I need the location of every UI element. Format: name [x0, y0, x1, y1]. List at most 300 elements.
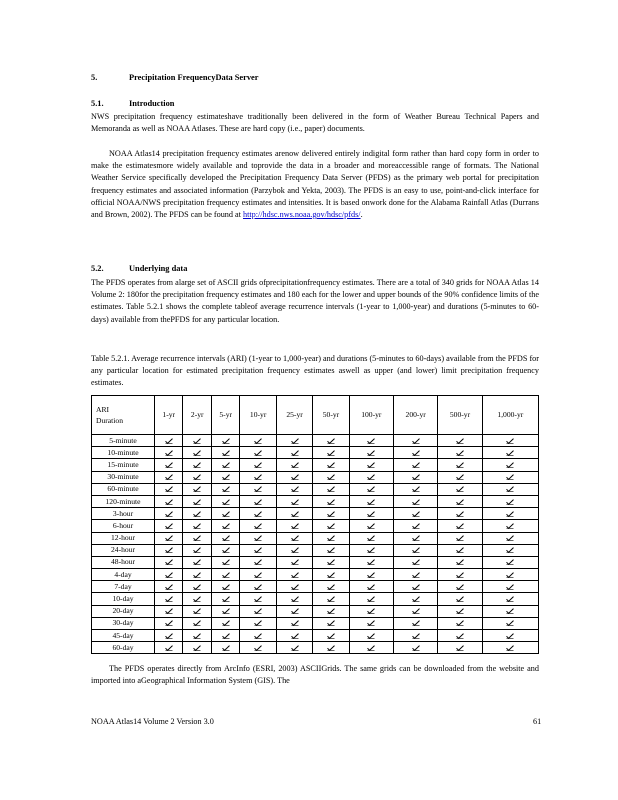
table-cell: [155, 495, 183, 507]
table-cell: [183, 508, 211, 520]
corner-duration-label: Duration: [96, 416, 123, 425]
checkmark-icon: [165, 633, 173, 639]
table-cell: [349, 581, 393, 593]
checkmark-icon: [254, 584, 262, 590]
table-cell: [240, 483, 276, 495]
section-5-1-heading: [91, 99, 174, 108]
section-5-2-heading: [91, 264, 187, 273]
checkmark-icon: [291, 584, 299, 590]
corner-header: [92, 396, 155, 435]
checkmark-icon: [327, 596, 335, 602]
checkmark-icon: [506, 486, 514, 492]
table-cell: [276, 532, 312, 544]
table-cell: [482, 556, 538, 568]
table-cell: [349, 520, 393, 532]
table-cell: [438, 642, 482, 654]
table-row: [92, 520, 539, 532]
checkmark-icon: [165, 547, 173, 553]
table-cell: [394, 508, 438, 520]
table-cell: [240, 569, 276, 581]
table-row: [92, 544, 539, 556]
table-row: [92, 593, 539, 605]
table-cell: [349, 447, 393, 459]
table-cell: [438, 520, 482, 532]
duration-label: 60-minute: [92, 483, 155, 495]
section-number: 5.2.: [91, 264, 104, 273]
table-cell: [482, 508, 538, 520]
checkmark-icon: [412, 523, 420, 529]
table-cell: [482, 630, 538, 642]
duration-label: 12-hour: [92, 532, 155, 544]
table-cell: [482, 532, 538, 544]
table-cell: [313, 520, 349, 532]
column-header: 1-yr: [155, 396, 183, 435]
table-body: [92, 435, 539, 654]
checkmark-icon: [327, 474, 335, 480]
table-cell: [183, 581, 211, 593]
checkmark-icon: [222, 499, 230, 505]
checkmark-icon: [506, 438, 514, 444]
checkmark-icon: [165, 438, 173, 444]
table-cell: [211, 544, 239, 556]
table-cell: [313, 459, 349, 471]
checkmark-icon: [367, 572, 375, 578]
checkmark-icon: [222, 523, 230, 529]
checkmark-icon: [222, 633, 230, 639]
checkmark-icon: [327, 572, 335, 578]
checkmark-icon: [456, 572, 464, 578]
checkmark-icon: [506, 499, 514, 505]
table-cell: [276, 642, 312, 654]
table-cell: [155, 483, 183, 495]
checkmark-icon: [367, 474, 375, 480]
checkmark-icon: [193, 450, 201, 456]
checkmark-icon: [412, 462, 420, 468]
table-cell: [183, 532, 211, 544]
closing-paragraph: [91, 663, 539, 687]
column-header: 2-yr: [183, 396, 211, 435]
table-cell: [276, 569, 312, 581]
duration-label: 120-minute: [92, 495, 155, 507]
table-cell: [313, 630, 349, 642]
table-cell: [276, 495, 312, 507]
checkmark-icon: [456, 584, 464, 590]
table-cell: [240, 617, 276, 629]
page-number: 61: [533, 717, 542, 726]
table-row: [92, 459, 539, 471]
checkmark-icon: [412, 645, 420, 651]
table-cell: [183, 605, 211, 617]
table-cell: [155, 593, 183, 605]
table-cell: [276, 483, 312, 495]
table-cell: [349, 630, 393, 642]
table-cell: [211, 630, 239, 642]
table-cell: [276, 435, 312, 447]
table-cell: [240, 642, 276, 654]
table-cell: [155, 617, 183, 629]
checkmark-icon: [193, 645, 201, 651]
checkmark-icon: [193, 474, 201, 480]
table-cell: [240, 544, 276, 556]
column-header: 100-yr: [349, 396, 393, 435]
table-cell: [211, 435, 239, 447]
table-cell: [313, 532, 349, 544]
table-cell: [349, 483, 393, 495]
section-number: 5.: [91, 73, 98, 82]
checkmark-icon: [412, 596, 420, 602]
checkmark-icon: [456, 535, 464, 541]
table-cell: [211, 642, 239, 654]
checkmark-icon: [506, 462, 514, 468]
checkmark-icon: [412, 474, 420, 480]
checkmark-icon: [456, 462, 464, 468]
checkmark-icon: [412, 572, 420, 578]
checkmark-icon: [291, 462, 299, 468]
intro-paragraph-1: NWS precipitation frequency estimateshave traditionally been delivered in the form of Weather Bureau Technical Papers and Memoranda as well as NOAA Atlases. These are hard copy (i.e., paper) documents.: [91, 112, 539, 134]
table-cell: [438, 544, 482, 556]
table-cell: [240, 593, 276, 605]
checkmark-icon: [222, 645, 230, 651]
checkmark-icon: [291, 572, 299, 578]
checkmark-icon: [291, 450, 299, 456]
checkmark-icon: [327, 547, 335, 553]
table-cell: [240, 447, 276, 459]
table-row: [92, 642, 539, 654]
table-cell: [394, 569, 438, 581]
table-cell: [276, 508, 312, 520]
table-cell: [240, 630, 276, 642]
checkmark-icon: [367, 596, 375, 602]
table-cell: [276, 630, 312, 642]
checkmark-icon: [327, 535, 335, 541]
checkmark-icon: [165, 511, 173, 517]
duration-label: 3-hour: [92, 508, 155, 520]
checkmark-icon: [506, 645, 514, 651]
table-cell: [276, 520, 312, 532]
checkmark-icon: [456, 499, 464, 505]
table-cell: [276, 617, 312, 629]
table-cell: [349, 435, 393, 447]
table-cell: [482, 569, 538, 581]
table-cell: [438, 435, 482, 447]
checkmark-icon: [222, 596, 230, 602]
table-cell: [276, 459, 312, 471]
checkmark-icon: [291, 559, 299, 565]
table-cell: [240, 459, 276, 471]
checkmark-icon: [412, 620, 420, 626]
checkmark-icon: [165, 535, 173, 541]
checkmark-icon: [456, 633, 464, 639]
checkmark-icon: [291, 608, 299, 614]
checkmark-icon: [291, 645, 299, 651]
table-cell: [394, 593, 438, 605]
checkmark-icon: [327, 620, 335, 626]
checkmark-icon: [412, 450, 420, 456]
checkmark-icon: [254, 523, 262, 529]
table-cell: [482, 544, 538, 556]
checkmark-icon: [367, 559, 375, 565]
underlying-data-paragraph: The PFDS operates from alarge set of ASCII grids ofprecipitationfrequency estimates. There are a total of 340 grids for NOAA Atlas 14 Volume 2: 180for the precipitation frequency estimates and 180 each for the lower and upper bounds of the 90% confidence limits of the estimates. Table 5.2.1 shows the complete tableof average recurrence intervals (1-year to 1,000-year) and durations (5-minutes to 60-days) available from thePFDS for any particular location.: [91, 278, 539, 324]
table-cell: [394, 483, 438, 495]
intro-paragraph-2-text: NOAA Atlas14 precipitation frequency estimates arenow delivered entirely indigital form rather than hard copy form in order to make the estimatesmore widely available and toprovide the data in a broader and moreaccessible range of formats. The National Weather Service specifically developed the Precipitation Frequency Data Server (PFDS) as the primary web portal for precipitation frequency estimates and associated information (Parzybok and Yekta, 2003). The PFDS is an easy to use, point-and-click interface for official NOAA/NWS precipitation frequency estimates and intensities. It is based onwork done for the Alabama Rainfall Atlas (Durrans and Brown, 2002). The PFDS can be found at: [91, 149, 539, 220]
checkmark-icon: [506, 620, 514, 626]
table-cell: [155, 532, 183, 544]
table-cell: [276, 605, 312, 617]
column-header: 50-yr: [313, 396, 349, 435]
checkmark-icon: [254, 620, 262, 626]
checkmark-icon: [254, 645, 262, 651]
table-cell: [394, 556, 438, 568]
checkmark-icon: [254, 535, 262, 541]
table-cell: [349, 605, 393, 617]
table-cell: [438, 581, 482, 593]
checkmark-icon: [222, 620, 230, 626]
checkmark-icon: [254, 559, 262, 565]
table-cell: [438, 508, 482, 520]
corner-ari-label: ARI: [96, 405, 110, 414]
table-cell: [482, 605, 538, 617]
table-cell: [155, 556, 183, 568]
checkmark-icon: [412, 511, 420, 517]
checkmark-icon: [222, 572, 230, 578]
checkmark-icon: [456, 547, 464, 553]
table-cell: [155, 581, 183, 593]
checkmark-icon: [254, 462, 262, 468]
checkmark-icon: [165, 645, 173, 651]
checkmark-icon: [456, 596, 464, 602]
table-row: [92, 435, 539, 447]
checkmark-icon: [506, 559, 514, 565]
duration-label: 45-day: [92, 630, 155, 642]
table-row: [92, 617, 539, 629]
checkmark-icon: [222, 608, 230, 614]
checkmark-icon: [193, 608, 201, 614]
checkmark-icon: [412, 608, 420, 614]
table-cell: [183, 459, 211, 471]
table-cell: [349, 593, 393, 605]
table-cell: [482, 581, 538, 593]
table-cell: [349, 642, 393, 654]
table-cell: [276, 593, 312, 605]
checkmark-icon: [291, 535, 299, 541]
table-cell: [438, 447, 482, 459]
column-header: 200-yr: [394, 396, 438, 435]
section-title: Precipitation FrequencyData Server: [129, 73, 259, 82]
section-title: Underlying data: [129, 264, 188, 273]
table-cell: [211, 459, 239, 471]
table-cell: [155, 435, 183, 447]
table-cell: [482, 617, 538, 629]
checkmark-icon: [291, 633, 299, 639]
checkmark-icon: [367, 462, 375, 468]
column-header: 500-yr: [438, 396, 482, 435]
checkmark-icon: [193, 535, 201, 541]
table-cell: [211, 508, 239, 520]
table-cell: [211, 605, 239, 617]
table-cell: [313, 447, 349, 459]
table-cell: [394, 495, 438, 507]
table-cell: [183, 447, 211, 459]
table-cell: [438, 617, 482, 629]
checkmark-icon: [456, 620, 464, 626]
checkmark-icon: [222, 547, 230, 553]
table-cell: [394, 642, 438, 654]
checkmark-icon: [222, 559, 230, 565]
table-cell: [313, 483, 349, 495]
duration-label: 7-day: [92, 581, 155, 593]
checkmark-icon: [412, 633, 420, 639]
table-header-row: [92, 396, 539, 435]
checkmark-icon: [327, 523, 335, 529]
table-cell: [155, 520, 183, 532]
checkmark-icon: [291, 523, 299, 529]
checkmark-icon: [165, 584, 173, 590]
table-cell: [394, 617, 438, 629]
pfds-link[interactable]: http://hdsc.nws.noaa.gov/hdsc/pfds/: [242, 210, 361, 220]
checkmark-icon: [456, 474, 464, 480]
checkmark-icon: [456, 523, 464, 529]
checkmark-icon: [506, 608, 514, 614]
table-cell: [438, 471, 482, 483]
table-cell: [482, 642, 538, 654]
table-cell: [155, 630, 183, 642]
section-number: 5.1.: [91, 99, 104, 108]
checkmark-icon: [456, 438, 464, 444]
table-cell: [438, 459, 482, 471]
table-cell: [349, 508, 393, 520]
table-row: [92, 569, 539, 581]
table-cell: [211, 569, 239, 581]
checkmark-icon: [222, 535, 230, 541]
table-cell: [394, 605, 438, 617]
table-cell: [276, 471, 312, 483]
checkmark-icon: [291, 596, 299, 602]
table-cell: [482, 495, 538, 507]
checkmark-icon: [506, 511, 514, 517]
table-cell: [394, 544, 438, 556]
checkmark-icon: [193, 633, 201, 639]
table-cell: [155, 544, 183, 556]
table-cell: [211, 471, 239, 483]
checkmark-icon: [367, 523, 375, 529]
table-cell: [349, 569, 393, 581]
checkmark-icon: [291, 499, 299, 505]
table-cell: [240, 532, 276, 544]
table-cell: [438, 630, 482, 642]
table-cell: [482, 435, 538, 447]
table-cell: [313, 435, 349, 447]
table-cell: [183, 642, 211, 654]
checkmark-icon: [412, 486, 420, 492]
checkmark-icon: [165, 523, 173, 529]
table-cell: [155, 642, 183, 654]
checkmark-icon: [254, 486, 262, 492]
checkmark-icon: [327, 633, 335, 639]
checkmark-icon: [254, 511, 262, 517]
table-cell: [183, 630, 211, 642]
table-row: [92, 630, 539, 642]
table-cell: [394, 630, 438, 642]
table-cell: [276, 544, 312, 556]
table-cell: [349, 495, 393, 507]
checkmark-icon: [254, 499, 262, 505]
table-cell: [211, 520, 239, 532]
duration-label: 48-hour: [92, 556, 155, 568]
table-cell: [183, 471, 211, 483]
column-header: 10-yr: [240, 396, 276, 435]
checkmark-icon: [327, 486, 335, 492]
checkmark-icon: [193, 572, 201, 578]
checkmark-icon: [412, 535, 420, 541]
table-cell: [313, 495, 349, 507]
checkmark-icon: [291, 620, 299, 626]
table-cell: [482, 520, 538, 532]
table-cell: [349, 532, 393, 544]
table-cell: [313, 471, 349, 483]
table-cell: [313, 569, 349, 581]
checkmark-icon: [327, 450, 335, 456]
table-cell: [240, 520, 276, 532]
table-cell: [183, 593, 211, 605]
checkmark-icon: [367, 486, 375, 492]
duration-label: 5-minute: [92, 435, 155, 447]
checkmark-icon: [412, 559, 420, 565]
duration-label: 10-minute: [92, 447, 155, 459]
checkmark-icon: [254, 450, 262, 456]
checkmark-icon: [367, 645, 375, 651]
intro-paragraph-2: [91, 148, 539, 221]
table-cell: [240, 435, 276, 447]
table-cell: [349, 544, 393, 556]
column-header: 5-yr: [211, 396, 239, 435]
table-cell: [276, 556, 312, 568]
table-cell: [211, 556, 239, 568]
table-cell: [183, 520, 211, 532]
checkmark-icon: [193, 511, 201, 517]
section-5-heading: [91, 73, 258, 82]
table-cell: [313, 581, 349, 593]
checkmark-icon: [165, 499, 173, 505]
table-cell: [482, 459, 538, 471]
checkmark-icon: [291, 438, 299, 444]
table-cell: [482, 483, 538, 495]
checkmark-icon: [291, 486, 299, 492]
column-header: 25-yr: [276, 396, 312, 435]
checkmark-icon: [327, 645, 335, 651]
table-cell: [438, 532, 482, 544]
checkmark-icon: [367, 511, 375, 517]
table-cell: [349, 459, 393, 471]
column-header: 1,000-yr: [482, 396, 538, 435]
table-cell: [155, 447, 183, 459]
ari-duration-table: [91, 395, 539, 654]
checkmark-icon: [254, 572, 262, 578]
checkmark-icon: [506, 535, 514, 541]
table-cell: [482, 593, 538, 605]
checkmark-icon: [367, 620, 375, 626]
table-cell: [276, 581, 312, 593]
checkmark-icon: [291, 511, 299, 517]
duration-label: 30-minute: [92, 471, 155, 483]
table-cell: [183, 556, 211, 568]
table-cell: [155, 508, 183, 520]
table-cell: [394, 459, 438, 471]
table-row: [92, 556, 539, 568]
table-cell: [349, 556, 393, 568]
table-cell: [183, 495, 211, 507]
checkmark-icon: [222, 438, 230, 444]
table-cell: [313, 642, 349, 654]
